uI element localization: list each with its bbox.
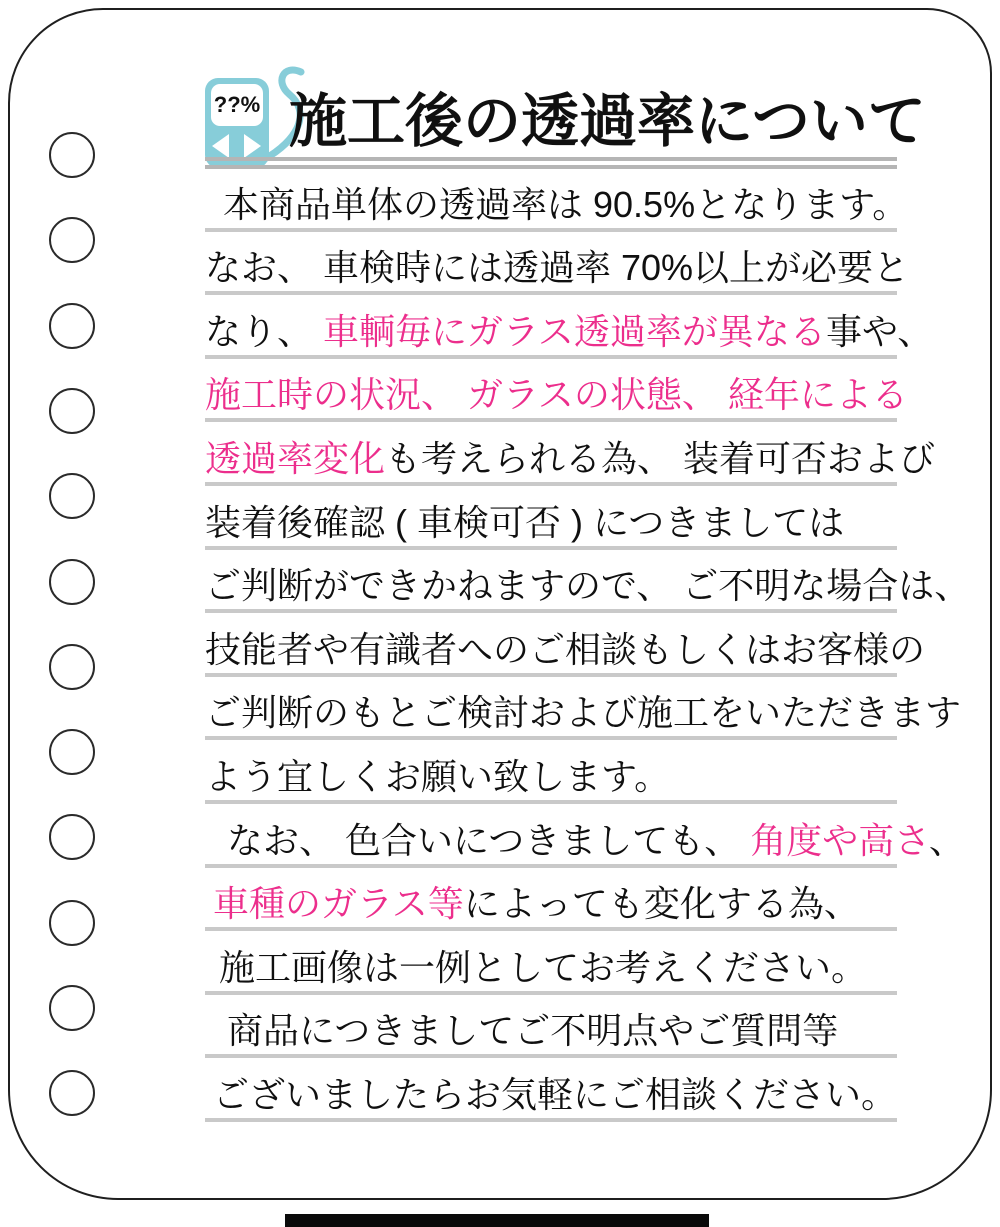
text-line [205,1058,897,1122]
rule-bar [205,157,897,161]
header [205,74,926,170]
transmittance-meter-icon [205,78,269,168]
text-segment: 車種のガラス等 [213,883,464,925]
text-line [205,422,936,486]
text-line [205,295,934,359]
text-segment: によっても変化する為、 [463,883,860,925]
bottom-black-bar [285,1214,709,1227]
text-line-content [219,946,868,988]
text-segment: 商品につきましてご不明点やご質問等 [227,1010,839,1052]
text-line-content [227,1010,839,1052]
text-line-content [205,437,936,479]
text-line [205,358,908,422]
punch-hole [49,644,95,690]
text-line [205,931,897,995]
text-segment: 本商品単体の透過率は 90.5%となります。 [223,183,909,225]
text-line-content [205,310,934,352]
text-line [205,613,926,677]
text-line-content [205,755,671,797]
punch-hole [49,559,95,605]
text-line [205,867,897,931]
text-segment: なお、 車検時には透過率 70%以上が必要と [205,247,910,289]
punch-hole [49,1070,95,1116]
text-segment: 技能者や有識者へのご相談もしくはお客様の [205,628,926,670]
text-line [205,486,897,550]
text-segment: 装着後確認 ( 車検可否 ) につきましては [205,501,845,543]
text-line [205,804,965,868]
text-segment: ございましたらお気軽にご相談ください。 [213,1073,898,1115]
text-segment: 透過率変化 [205,437,386,479]
punch-hole [49,217,95,263]
punch-hole [49,132,95,178]
punch-hole [49,473,95,519]
text-line-content [205,565,971,607]
text-line [205,740,897,804]
punch-hole [49,900,95,946]
text-segment: 車輌毎にガラス透過率が異なる [323,310,826,352]
text-line-content [205,692,962,734]
text-line-content [213,883,860,925]
text-line-content [205,628,926,670]
text-segment: なお、 色合いにつきましても、 [227,819,751,861]
text-segment: 施工画像は一例としてお考えください。 [219,946,868,988]
text-segment: 施工時の状況、 ガラスの状態、 経年による [205,374,908,416]
ruled-line [205,1118,897,1122]
punch-hole [49,985,95,1031]
text-line [205,994,897,1058]
text-line [205,676,962,740]
text-segment: 角度や高さ [750,819,929,861]
text-segment: 事や、 [825,310,934,352]
left-arrow-icon [212,134,229,158]
text-segment: ご判断のもとご検討および施工をいただきます [205,692,962,734]
text-segment: よう宜しくお願い致します。 [205,755,671,797]
text-line-content [205,374,908,416]
text-line-content [213,1073,898,1115]
text-line-content [205,501,845,543]
text-line-content [223,183,909,225]
text-line [205,549,971,613]
punch-hole [49,729,95,775]
text-segment: 、 [928,819,965,861]
text-segment: ご判断ができかねますので、 ご不明な場合は、 [205,565,971,607]
text-line [205,231,910,295]
text-segment: なり、 [205,310,324,352]
punch-hole [49,303,95,349]
text-segment: も考えられる為、 装着可否および [385,437,936,479]
page-title: 施工後の透過率について [289,89,926,154]
text-line-content [205,247,910,289]
text-line [205,168,909,232]
text-line-content [227,819,965,861]
punch-hole [49,388,95,434]
meter-screen: ??% [211,84,263,126]
